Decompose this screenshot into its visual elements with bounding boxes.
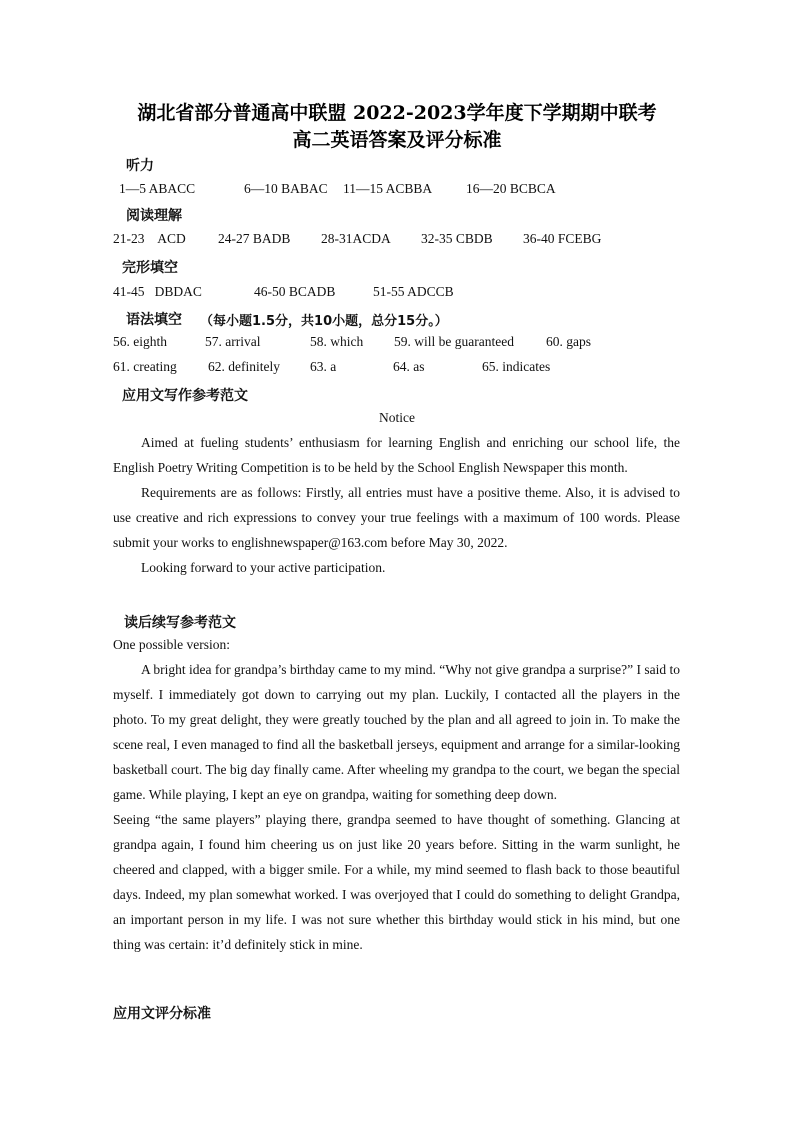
listening-answer: 16—20 BCBCA	[466, 181, 556, 196]
notice-paragraph: Looking forward to your active participation.	[141, 560, 386, 575]
listening-answer: 1—5 ABACC	[119, 181, 196, 196]
grammar-scoring-note: （每小题1.5分，共10小题，总分15分。）	[200, 314, 448, 329]
document-title: 湖北省部分普通高中联盟 2022-2023学年度下学期期中联考	[137, 102, 657, 124]
grammar-answer: 64. as	[393, 359, 425, 374]
grammar-answer: 58. which	[310, 334, 364, 349]
continuation-paragraph: Seeing “the same players” playing there, grandpa seemed to have thought of something. Glancing at grandpa again, I found him cheering us on just like 20 years before. Sitting in the warm sunlight, he cheered and clapped, with a bigger smile. For a while, my mind seemed to flash back to those beautiful days. Indeed, my plan somewhat worked. I was overjoyed that I could do something to delight Grandpa, an important person in my life. I was not sure whether this birthday would stick in his mind, but one thing was certain: it’d definitely stick in mine.	[113, 812, 680, 952]
grammar-answer: 65. indicates	[482, 359, 551, 374]
reading-answer: 36-40 FCEBG	[523, 231, 602, 246]
notice-paragraph: Requirements are as follows: Firstly, all entries must have a positive theme. Also, it is advised to use creative and rich expressions to convey your true feelings with a maximum of 100 words. Please submit your works to englishnewspaper@163.com before May 30, 2022.	[113, 485, 680, 550]
reading-answer: 28-31ACDA	[321, 231, 391, 246]
grammar-answer: 62. definitely	[208, 359, 280, 374]
listening-answer: 11—15 ACBBA	[343, 181, 433, 196]
grammar-answer: 56. eighth	[113, 334, 167, 349]
grammar-answer: 59. will be guaranteed	[394, 334, 514, 349]
grammar-answer: 57. arrival	[205, 334, 261, 349]
continuation-intro: One possible version:	[113, 637, 230, 652]
document-subtitle: 高二英语答案及评分标准	[292, 129, 502, 151]
listening-answer: 6—10 BABAC	[244, 181, 328, 196]
scoring-heading: 应用文评分标准	[113, 1006, 211, 1022]
cloze-answer: 41-45 DBDAC	[113, 284, 202, 299]
listening-heading: 听力	[126, 158, 154, 174]
notice-title: Notice	[379, 410, 415, 425]
continuation-writing-heading: 读后续写参考范文	[124, 615, 236, 631]
grammar-answer: 61. creating	[113, 359, 177, 374]
cloze-answer: 51-55 ADCCB	[373, 284, 454, 299]
cloze-heading: 完形填空	[122, 260, 178, 276]
reading-answer: 24-27 BADB	[218, 231, 291, 246]
practical-writing-heading: 应用文写作参考范文	[122, 388, 248, 404]
notice-paragraph: Aimed at fueling students’ enthusiasm for learning English and enriching our school life, the English Poetry Writing Competition is to be held by the School English Newspaper this month.	[113, 435, 680, 475]
cloze-answer: 46-50 BCADB	[254, 284, 336, 299]
reading-heading: 阅读理解	[126, 208, 182, 224]
grammar-heading: 语法填空	[126, 312, 182, 328]
reading-answer: 32-35 CBDB	[421, 231, 493, 246]
continuation-paragraph: A bright idea for grandpa’s birthday came to my mind. “Why not give grandpa a surprise?” I said to myself. I immediately got down to carrying out my plan. Luckily, I contacted all the players in the photo. To my great delight, they were greatly touched by the plan and all agreed to join in. To make the scene real, I even managed to find all the basketball jerseys, equipment and arrange for a similar-looking basketball court. The big day finally came. After wheeling my grandpa to the court, we began the special game. While playing, I kept an eye on grandpa, waiting for something deep down.	[113, 662, 680, 802]
grammar-answer: 63. a	[310, 359, 337, 374]
reading-answer: 21-23 ACD	[113, 231, 186, 246]
grammar-answer: 60. gaps	[546, 334, 591, 349]
